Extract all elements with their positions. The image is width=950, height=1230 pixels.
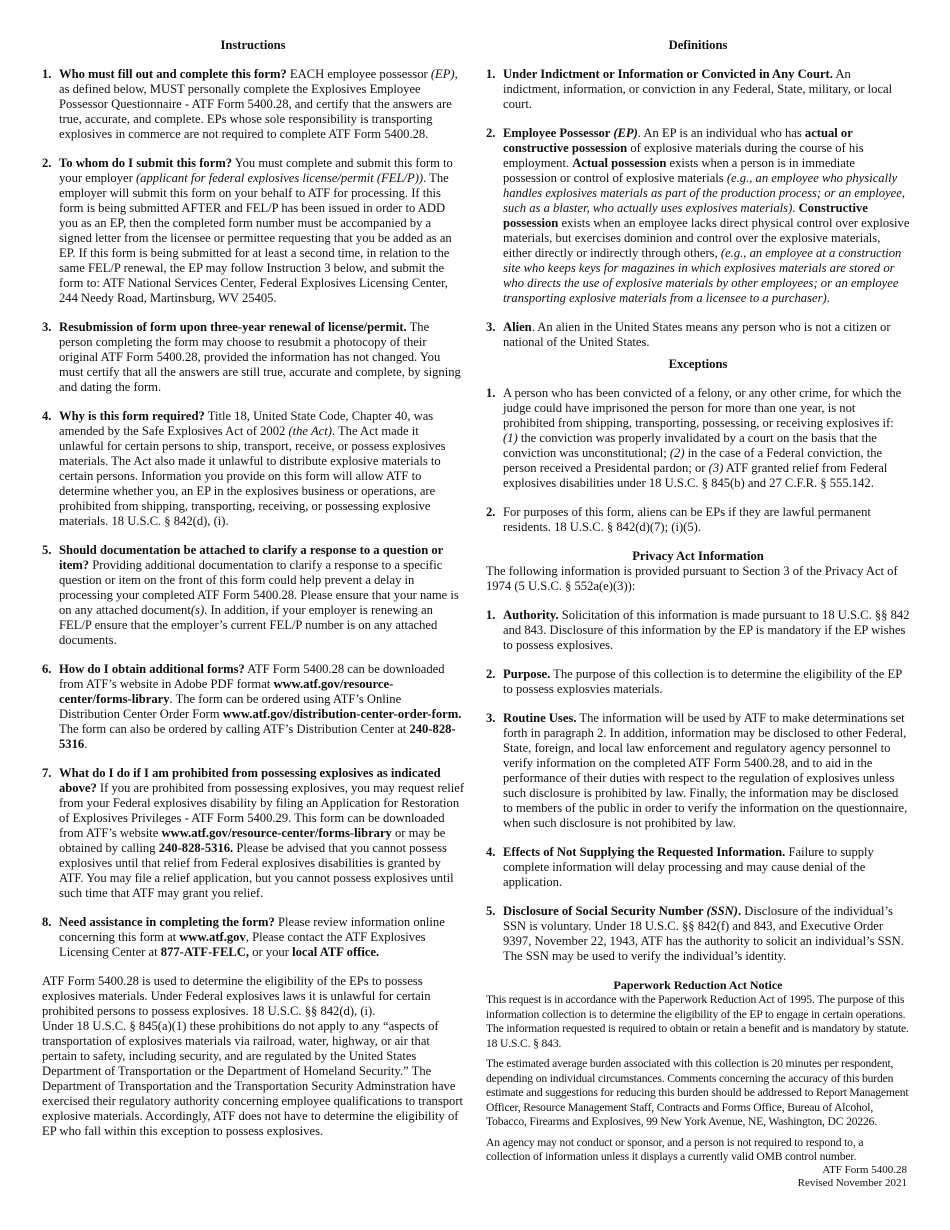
privacy-list [486, 608, 910, 964]
instruction-item-3 [42, 320, 464, 395]
instruction-item-2 [42, 156, 464, 306]
item-text: Disclosure of Social Security Number (SSN). Disclosure of the individual’s SSN is voluntary. Under 18 U.S.C. §§ 842(f) and 843, and Executive Order 9397, November 22, 1943, ATF has the authority to solicit an individual’s SSN. The SSN may be used to verify the individual’s identity. [503, 904, 904, 963]
form-number: ATF Form 5400.28 [822, 1164, 907, 1176]
item-text: What do I do if I am prohibited from possessing explosives as indicated above? If you are prohibited from possessing explosives, you may request relief from your Federal explosives disability by filing an Application for Restoration of Explosives Privileges - ATF Form 5400.29. This form can be downloaded from ATF’s website www.atf.gov/resource-center/forms-library or may be obtained by calling 240-828-5316. Please be advised that you cannot possess explosives until that relief from Federal explosives disabilities is granted by ATF. You may file a relief application, but you cannot possess explosives until such time that ATF may grant you relief. [59, 766, 465, 900]
paperwork-paragraph: The estimated average burden associated with this collection is 20 minutes per respondent, depending on individual circumstances. Comments concerning the accuracy of this burden estimate and suggestions for reducing this burden should be addressed to Report Management Officer, Resource Management Staff, Contracts and Forms Office, Bureau of Alcohol, Tobacco, Firearms and Explosives, 99 New York Avenue, NE, Washington, DC 20226. [486, 1057, 909, 1128]
instructions-list [42, 67, 464, 960]
revision-date: Revised November 2021 [797, 1177, 907, 1189]
instructions-heading: Instructions [220, 38, 286, 52]
paperwork-paragraph: This request is in accordance with the Paperwork Reduction Act of 1995. The purpose of this information collection is to determine the eligibility of the EP to engage in certain operations. The information requested is required to obtain or retain a benefit and is mandatory by statute. 18 U.S.C. § 843. [486, 993, 909, 1050]
item-text: Routine Uses. The information will be used by ATF to make determinations set forth in paragraph 2. In addition, information may be disclosed to other Federal, State, foreign, and local law enforcement and regulatory agency personnel to verify information on the completed ATF Form 5400.28, and to aid in the performance of their duties with respect to the regulation of explosives unless such disclosure is prohibited by law. Finally, the information may be disclosed to members of the public in order to verify the information on the questionnaire, when such disclosure is not prohibited by law. [503, 711, 908, 830]
instruction-item-4 [42, 409, 464, 529]
instruction-item-7 [42, 766, 464, 901]
instructions-closing: ATF Form 5400.28 is used to determine the eligibility of the EPs to possess explosives materials. Under Federal explosives laws it is unlawful for certain prohibited persons to possess explosives. 18 U.S.C. §§ 842(d), (i). Under 18 U.S.C. § 845(a)(1) these prohibitions do not apply to any “aspects of transportation of explosives materials via railroad, water, highway, or air that pertain to safety, including security, and are regulated by the United States Department of Transportation or the Department of Homeland Security.” The Department of Transportation and the Transportation Security Adminstration have exercised their regulatory authority concerning employee qualifications to transport explosive materials. Accordingly, ATF does not have to determine the eligibility of EP who fall within this exception to possess explosives. [42, 974, 464, 1138]
item-number: 3. [486, 711, 496, 725]
item-text: Should documentation be attached to clarify a response to a question or item? Providing additional documentation to clarify a response to a specific question or item on the front of this form could help prevent a delay in processing your completed ATF Form 5400.28. Please ensure that your name is on any attached document(s). In addition, if your employer is renewing an FEL/P ensure that the employer’s current FEL/P number is on any attached documents. [59, 543, 459, 647]
privacy-heading: Privacy Act Information [632, 549, 764, 563]
definition-item-1 [486, 67, 910, 112]
item-text: Purpose. The purpose of this collection is to determine the eligibility of the EP to possess explosvies materials. [503, 667, 902, 696]
item-text: Alien. An alien in the United States means any person who is not a citizen or national of the United States. [503, 320, 891, 349]
item-number: 3. [42, 320, 52, 334]
item-number: 8. [42, 915, 52, 929]
instructions-column [42, 38, 464, 1139]
item-number: 1. [486, 67, 496, 81]
item-number: 5. [42, 543, 52, 557]
instruction-item-5 [42, 543, 464, 648]
privacy-intro: The following information is provided pursuant to Section 3 of the Privacy Act of 1974 (5 U.S.C. § 552a(e)(3)): [486, 564, 898, 593]
item-text: Why is this form required? Title 18, United State Code, Chapter 40, was amended by the Safe Explosives Act of 2002 (the Act). The Act made it unlawful for certain persons to ship, transport, receive, or possess explosives materials. The Act also made it unlawful to distribute explosive materials to certain persons. Information you provide on this form will allow ATF to determine whether you, an EP in the explosives business or operations, are prohibited from shipping, transporting, receiving, or possessing explosive materials. 18 U.S.C. § 842(d), (i). [59, 409, 446, 528]
paperwork-heading: Paperwork Reduction Act Notice [613, 978, 783, 992]
item-number: 6. [42, 662, 52, 676]
definition-item-3 [486, 320, 910, 350]
item-text: Authority. Solicitation of this information is made pursuant to 18 U.S.C. §§ 842 and 843. Disclosure of this information by the EP is mandatory if the EP wishes to possess explosives. [503, 608, 910, 652]
exceptions-list [486, 386, 910, 535]
paperwork-paragraph: An agency may not conduct or sponsor, and a person is not required to respond to, a collection of information unless it displays a currently valid OMB control number. [486, 1135, 864, 1163]
instruction-item-1 [42, 67, 464, 142]
paperwork-notice [486, 993, 910, 1165]
privacy-item-3 [486, 711, 910, 831]
exception-item-1 [486, 386, 910, 491]
item-text: Who must fill out and complete this form? EACH employee possessor (EP), as defined below, MUST personally complete the Explosives Employee Possessor Questionnaire - ATF Form 5400.28, and certify that the answers are true, accurate, and complete. EPs whose sole responsibility is transporting explosives in commerce are not required to complete ATF Form 5400.28. [59, 67, 458, 141]
item-text: How do I obtain additional forms? ATF Form 5400.28 can be downloaded from ATF’s website in Adobe PDF format www.atf.gov/resource-center/forms-library. The form can be ordered using ATF’s Online Distribution Center Order Form www.atf.gov/distribution-center-order-form. The form can also be ordered by calling ATF’s Distribution Center at 240-828-5316. [59, 662, 462, 751]
instruction-item-8 [42, 915, 464, 960]
item-text: For purposes of this form, aliens can be EPs if they are lawful permanent residents. 18 U.S.C. § 842(d)(7); (i)(5). [503, 505, 871, 534]
item-number: 1. [42, 67, 52, 81]
privacy-item-2 [486, 667, 910, 697]
item-number: 4. [486, 845, 496, 859]
exceptions-heading: Exceptions [668, 357, 728, 371]
right-column [486, 38, 910, 1171]
item-text: A person who has been convicted of a felony, or any other crime, for which the judge could have imprisoned the person for more than one year, is not prohibited from shipping, transporting, possessing, or receiving explosives if: (1) the conviction was properly invalidated by a court on the basis that the conviction was unconstitutional; (2) in the case of a Federal conviction, the person received a Presidental pardon; or (3) ATF granted relief from Federal explosives disabilities under 18 U.S.C. § 845(b) and 27 C.F.R. § 555.142. [503, 386, 902, 490]
item-number: 2. [486, 667, 496, 681]
item-number: 2. [486, 126, 496, 140]
item-text: To whom do I submit this form? You must complete and submit this form to your employer (applicant for federal explosives license/permit (FEL/P)). The employer will submit this form on your behalf to ATF for processing. If this form is being submitted AFTER and FEL/P has been issued in order to ADD you as an EP, then the completed form number must be accompanied by a signed letter from the licensee or permittee requesting that you be added as an EP. If this form is being submitted for at least a second time, in relation to the same FEL/P renewal, the EP may follow Instruction 3 below, and submit the form to: ATF National Services Center, Federal Explosives Licensing Center, 244 Needy Road, Martinsburg, WV 25405. [59, 156, 453, 305]
privacy-item-4 [486, 845, 910, 890]
item-text: Need assistance in completing the form? Please review information online concerning this form at www.atf.gov, Please contact the ATF Explosives Licensing Center at 877-ATF-FELC, or your local ATF office. [59, 915, 445, 959]
item-number: 4. [42, 409, 52, 423]
item-text: Under Indictment or Information or Convicted in Any Court. An indictment, information, or conviction in any Federal, State, military, or local court. [503, 67, 893, 111]
item-number: 2. [42, 156, 52, 170]
item-number: 7. [42, 766, 52, 780]
item-text: Employee Possessor (EP). An EP is an individual who has actual or constructive possession of explosive materials during the course of his employment. Actual possession exists when a person is in immediate possession or control of explosive materials (e.g., an employee who physically handles explosives materials as part of the production process; or an employee, such as a blaster, who actually uses explosives materials). Constructive possession exists when an employee lacks direct physical control over explosive materials, but exercises dominion and control over the explosive materials, either directly or indirectly through others, (e.g., an employee at a construction site who keeps keys for magazines in which explosives materials are stored or who directs the use of explosive materials by other employees; or an employee transporting explosive materials from a licensee to a purchaser). [503, 126, 910, 305]
privacy-item-5 [486, 904, 910, 964]
item-number: 1. [486, 386, 496, 400]
item-number: 2. [486, 505, 496, 519]
exception-item-2 [486, 505, 910, 535]
item-text: Effects of Not Supplying the Requested Information. Failure to supply complete information will delay processing and may cause denial of the application. [503, 845, 874, 889]
item-number: 3. [486, 320, 496, 334]
form-footer [798, 1164, 907, 1190]
definitions-list [486, 67, 910, 350]
privacy-item-1 [486, 608, 910, 653]
instruction-item-6 [42, 662, 464, 752]
item-number: 5. [486, 904, 496, 918]
definitions-heading: Definitions [668, 38, 728, 52]
definition-item-2 [486, 126, 910, 306]
item-text: Resubmission of form upon three-year renewal of license/permit. The person completing the form may choose to resubmit a photocopy of their original ATF Form 5400.28, provided the information has not changed. You must certify that all the answers are still true, accurate and complete, by signing and dating the form. [59, 320, 461, 394]
item-number: 1. [486, 608, 496, 622]
